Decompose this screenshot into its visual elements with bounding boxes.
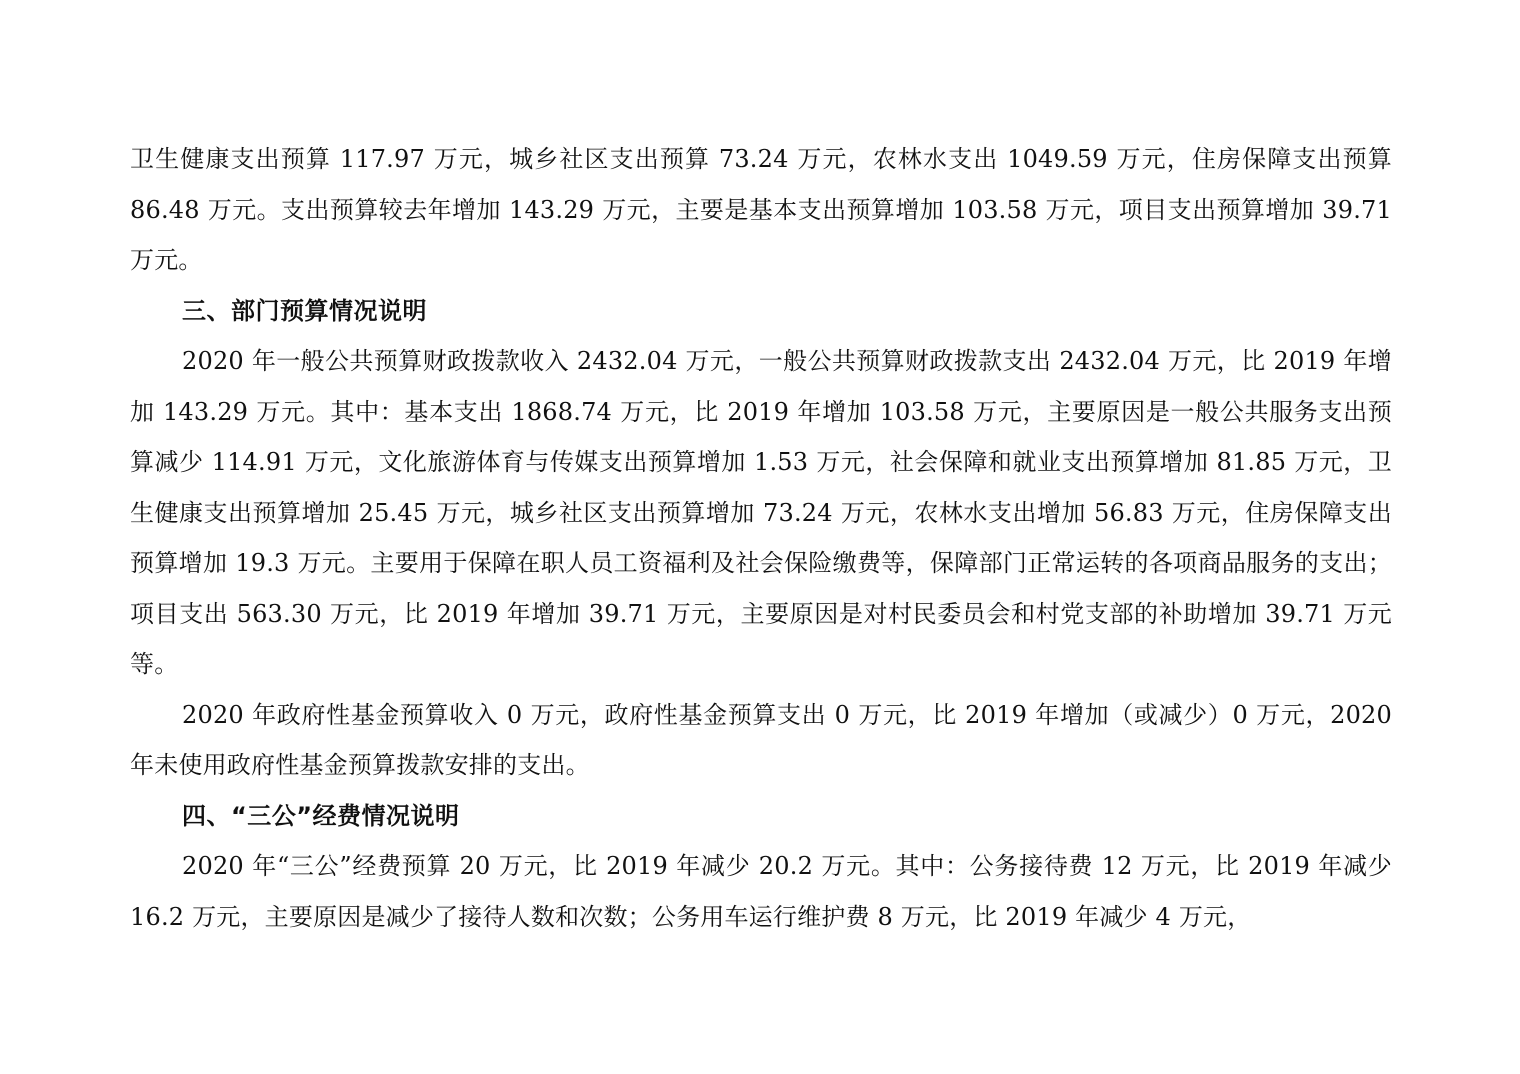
paragraph-general-public-budget: 2020 年一般公共预算财政拨款收入 2432.04 万元，一般公共预算财政拨款支出 2432.04 万元，比 2019 年增加 143.29 万元。其中：基本支出 1868.74 万元，比 2019 年增加 103.58 万元，主要原因是一般公共服务支出预算减少 114.91 万元，文化旅游体育与传媒支出预算增加 1.53 万元，社会保障和就业支出预算增加 81.85 万元，卫生健康支出预算增加 25.45 万元，城乡社区支出预算增加 73.24 万元，农林水支出增加 56.83 万元，住房保障支出预算增加 19.3 万元。主要用于保障在职人员工资福利及社会保险缴费等，保障部门正常运转的各项商品服务的支出；项目支出 563.30 万元，比 2019 年增加 39.71 万元，主要原因是对村民委员会和村党支部的补助增加 39.71 万元等。 xyxy=(130,347,1392,678)
paragraph-health-budget-continued: 卫生健康支出预算 117.97 万元，城乡社区支出预算 73.24 万元，农林水支出 1049.59 万元，住房保障支出预算 86.48 万元。支出预算较去年增加 143.29 万元，主要是基本支出预算增加 103.58 万元，项目支出预算增加 39.71 万元。 xyxy=(130,145,1392,274)
paragraph-three-public-expenses: 2020 年“三公”经费预算 20 万元，比 2019 年减少 20.2 万元。其中：公务接待费 12 万元，比 2019 年减少 16.2 万元，主要原因是减少了接待人数和次数；公务用车运行维护费 8 万元，比 2019 年减少 4 万元， xyxy=(130,852,1392,931)
document-body xyxy=(130,134,1392,942)
paragraph-government-fund-budget: 2020 年政府性基金预算收入 0 万元，政府性基金预算支出 0 万元，比 2019 年增加（或减少）0 万元，2020 年未使用政府性基金预算拨款安排的支出。 xyxy=(130,700,1392,779)
section-heading-three-public-expenses: 四、“三公”经费情况说明 xyxy=(182,801,460,830)
section-heading-department-budget: 三、部门预算情况说明 xyxy=(182,296,427,325)
